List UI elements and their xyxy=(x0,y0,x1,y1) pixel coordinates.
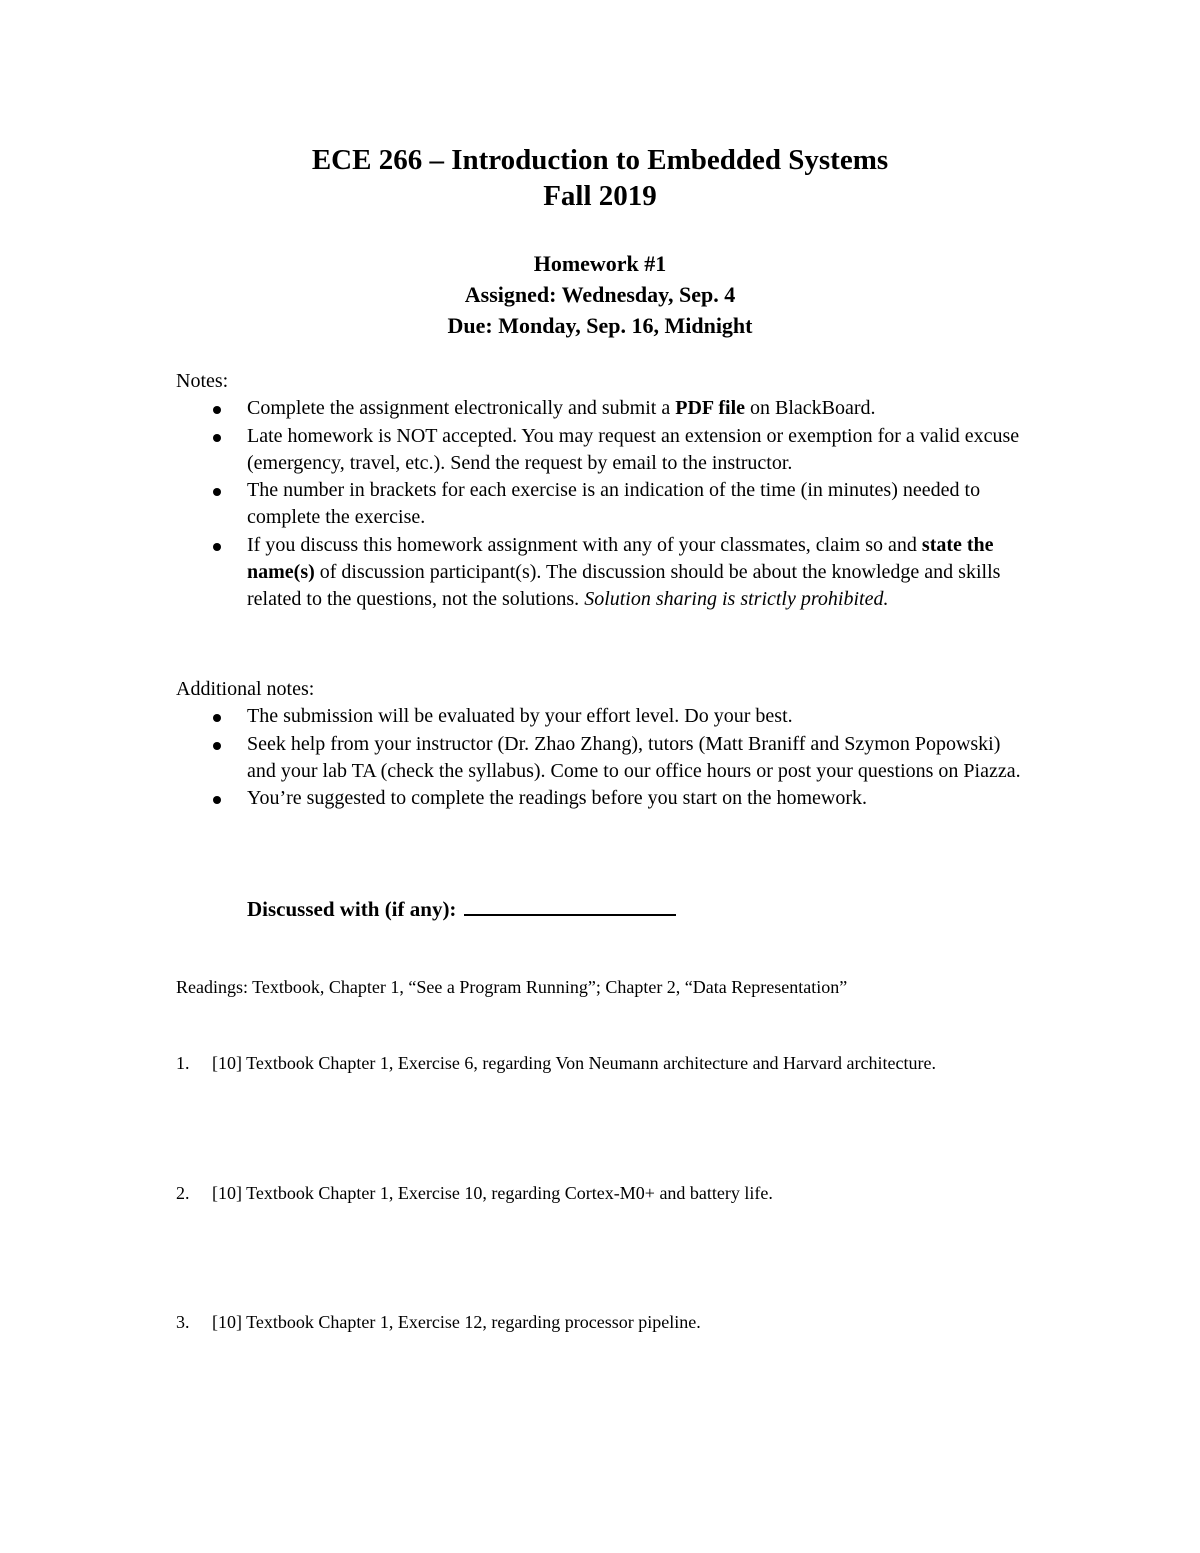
due-date: Due: Monday, Sep. 16, Midnight xyxy=(447,313,753,338)
list-item xyxy=(176,785,1026,812)
bullet-icon xyxy=(213,434,221,442)
bullet-icon xyxy=(213,406,221,414)
bullet-icon xyxy=(213,742,221,750)
notes-list xyxy=(176,395,1026,613)
exercise-text: [10] Textbook Chapter 1, Exercise 10, regarding Cortex-M0+ and battery life. xyxy=(212,1183,773,1203)
list-item xyxy=(176,395,1026,422)
note-text: Late homework is NOT accepted. You may request an extension or exemption for a valid excuse (emergency, travel, etc.). Send the request by email to the instructor. xyxy=(247,424,1020,474)
assigned-date: Assigned: Wednesday, Sep. 4 xyxy=(464,282,736,307)
additional-notes-section xyxy=(176,676,1026,812)
bullet-icon xyxy=(213,488,221,496)
note-text: The number in brackets for each exercise is an indication of the time (in minutes) needed to complete the exercise. xyxy=(247,479,981,529)
note-text: Complete the assignment electronically and submit a xyxy=(247,397,676,420)
additional-note-text: You’re suggested to complete the readings before you start on the homework. xyxy=(247,787,868,810)
homework-info xyxy=(0,248,1200,341)
exercise-text: [10] Textbook Chapter 1, Exercise 6, regarding Von Neumann architecture and Harvard architecture. xyxy=(212,1053,936,1073)
note-bold-text: state the name(s) xyxy=(247,533,994,584)
exercise-item xyxy=(176,1180,1021,1206)
exercise-item xyxy=(176,1050,1021,1076)
list-item xyxy=(176,532,1026,614)
list-item xyxy=(176,703,1026,730)
list-item xyxy=(176,423,1026,478)
discussed-with-field xyxy=(247,895,676,923)
additional-notes-list xyxy=(176,703,1026,812)
notes-section xyxy=(176,368,1026,614)
bullet-icon xyxy=(213,796,221,804)
additional-note-text: The submission will be evaluated by your effort level. Do your best. xyxy=(247,705,793,728)
note-text: of discussion participant(s). The discussion should be about the knowledge and skills related to the questions, not the solutions. xyxy=(247,561,1001,611)
semester: Fall 2019 xyxy=(543,180,657,212)
discussed-with-label: Discussed with (if any): xyxy=(247,897,457,921)
note-italic-text: Solution sharing is strictly prohibited. xyxy=(584,588,889,611)
exercise-text: [10] Textbook Chapter 1, Exercise 12, regarding processor pipeline. xyxy=(212,1312,701,1332)
note-text: on BlackBoard. xyxy=(745,397,876,420)
additional-note-text: Seek help from your instructor (Dr. Zhao Zhang), tutors (Matt Braniff and Szymon Popowski) and your lab TA (check the syllabus). Come to our office hours or post your questions on Piazza. xyxy=(247,732,1021,782)
exercise-number: 1. xyxy=(176,1053,190,1073)
exercise-item xyxy=(176,1309,1021,1335)
bullet-icon xyxy=(213,543,221,551)
exercise-number: 2. xyxy=(176,1183,190,1203)
exercise-number: 3. xyxy=(176,1312,190,1332)
course-title: ECE 266 – Introduction to Embedded Systems xyxy=(311,144,889,176)
homework-number: Homework #1 xyxy=(533,251,667,276)
list-item xyxy=(176,731,1026,786)
title-block xyxy=(0,142,1200,214)
additional-notes-label: Additional notes: xyxy=(176,678,315,700)
discussed-with-blank xyxy=(464,896,676,916)
list-item xyxy=(176,477,1026,532)
note-bold-text: PDF file xyxy=(675,397,746,420)
note-text: If you discuss this homework assignment with any of your classmates, claim so and xyxy=(247,533,922,556)
readings: Readings: Textbook, Chapter 1, “See a Program Running”; Chapter 2, “Data Representation” xyxy=(176,977,848,997)
bullet-icon xyxy=(213,714,221,722)
notes-label: Notes: xyxy=(176,370,229,392)
